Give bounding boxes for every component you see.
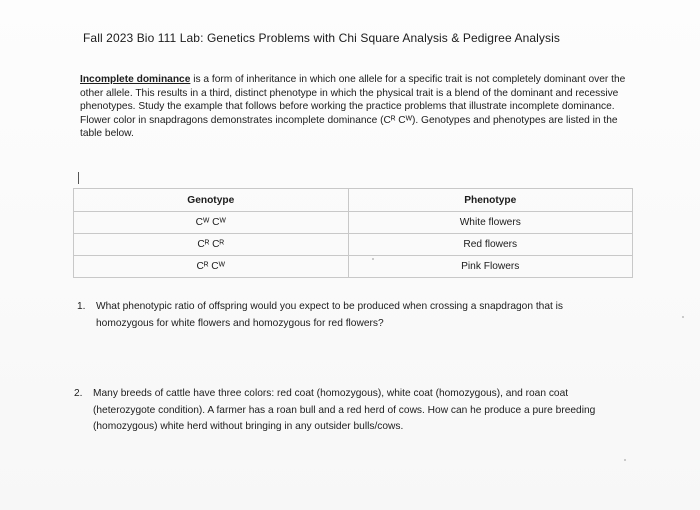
table-row [74,212,633,234]
text-cursor [78,172,79,184]
table-header-row [74,189,633,212]
genotype-cell: Cᴿ Cᵂ [74,256,349,278]
question-text: What phenotypic ratio of offspring would you expect to be produced when crossing a snapdragon that is homozygous for white flowers and homozygous for red flowers? [96,301,564,329]
header-phenotype: Phenotype [348,189,632,212]
intro-paragraph-1-rest: is a form of inheritance in which one allele for a specific trait is not completely dominant over the other allele. This results in a third, distinct phenotype in which the physical trait is a blend of the dominant and recessive phenotypes. Study the example that follows before working the practice problems that illustrate incomplete dominance. [80,74,626,113]
phenotype-cell: Red flowers [348,234,632,256]
phenotype-cell: White flowers [348,212,632,234]
genotype-table [73,188,633,278]
intro-paragraph-2: Flower color in snapdragons demonstrates incomplete dominance (Cᴿ Cᵂ). Genotypes and phenotypes are listed in the table below. [80,114,618,140]
term-incomplete-dominance: Incomplete dominance [80,74,191,85]
question-1 [77,299,616,332]
header-genotype: Genotype [74,189,349,212]
genotype-cell: Cᵂ Cᵂ [74,212,349,234]
scan-speck [624,459,626,461]
scan-speck [682,316,684,318]
intro-text [80,73,640,141]
question-number: 2. [74,388,83,399]
table-row [74,234,633,256]
question-text: Many breeds of cattle have three colors: red coat (homozygous), white coat (homozygous), and roan coat (heterozygote condition). A farmer has a roan bull and a red herd of cows. How can he produce a pure breeding (homozygous) white herd without bringing in any outsider bulls/cows. [93,388,596,432]
page-title: Fall 2023 Bio 111 Lab: Genetics Problems with Chi Square Analysis & Pedigree Analysis [83,31,560,45]
intro-paragraph-1 [80,73,640,114]
genotype-cell: Cᴿ Cᴿ [74,234,349,256]
question-2 [74,386,618,436]
scan-speck [372,258,374,260]
question-number: 1. [77,301,86,312]
phenotype-cell: Pink Flowers [348,256,632,278]
table-row [74,256,633,278]
